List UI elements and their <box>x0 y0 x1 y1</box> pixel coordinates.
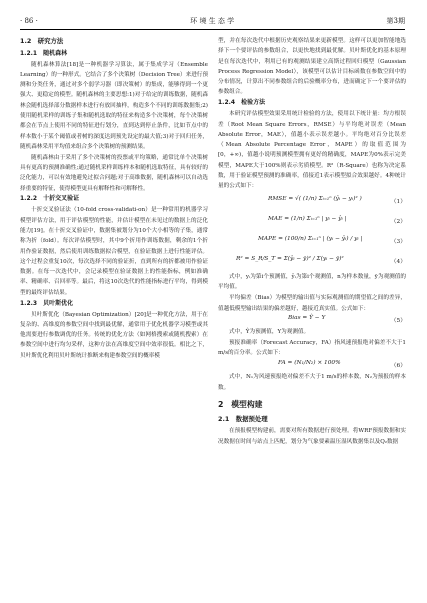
paragraph-test-methods: 本研究评估模型效果采用统计检验的方法，使用以下统计量：均方根误差（Root Mean Square Errors，RMSE）与平均绝对误差（Mean Absolute Error，MAE），值越小表示误差越小。平均绝对百分比误差（Mean Absolute Percentage Error，MAPE）的取值范围为[0，+∞)，值越小说明预测模型拥有更好的精确度，MAPE为0%表示完美模型，MAPE大于100%则表示劣质模型。R²（R-Square）也称为决定系数，用于验证模型预测的准确率，值接近1表示模型拟合效果越好。4种统计量的公式如下： <box>218 111 406 190</box>
paragraph-bayesian-optimization: 贝叶斯优化（Bayesian Optimization）[20]是一种优化方法，用于在复杂的、高维度的参数空间中找到最优解，通常用于优化机器学习模型或其他需要进行参数调优的任务。传统的优化方法（如网格搜索或随机搜索）在参数空间中进行均匀采样，这种方法在高维度空间中效率很低。相比之下，贝叶斯优化利用贝叶斯统计推断来构建参数空间的概率模 <box>20 311 208 359</box>
left-column <box>20 36 208 362</box>
section-heading-1-2-2: 1.2.2 十折交叉验证 <box>20 195 80 203</box>
paragraph-cross-validation: 十折交叉验证法（10-fold cross-validati-on）是一种常用的机器学习模型评估方法，用于评估模型的性能，并估计模型在未见过的数据上的泛化能力[19]。在十折交叉验证中，数据集被划分为10个大小相等的子集，通常称为折（fold）。每次评估模型时，其中9个折用作训练数据，剩余的1个折用作验证数据，然后使用训练数据拟合模型，在验证数据上进行性能评估。这个过程会重复10次，每次选择不同的验证折，直到所有的折都被用作验证数据。在每一次迭代中，会记录模型在验证数据上的性能指标，例如准确率、精确率、召回率等。最后，将这10次迭代的性能指标进行平均，得到模型的最终评估结果。 <box>20 207 208 296</box>
header-divider <box>20 29 405 30</box>
section-heading-1-2-3: 1.2.3 贝叶斯优化 <box>20 299 74 307</box>
equation-fa-number: （6） <box>390 363 406 370</box>
equation-bias-number: （5） <box>390 318 406 325</box>
equation-bias <box>218 314 406 327</box>
paragraph-random-forest-advantages: 随机森林由于采用了多个决策树的投票或平均策略，通常比单个决策树具有更高的预测准确性;通过随机采样训练样本和随机选取特征，具有较好的泛化能力，可以有效地避免过拟合问题;对于高维数据，随机森林可以自动选择重要的特征，使得模型更具有解释性和可解释性。 <box>20 154 208 192</box>
equation-mape-expression: MAPE = (100/n) Σᵢ₌₁ⁿ | (yᵢ − ŷᵢ) / yᵢ | <box>258 236 363 243</box>
page-header <box>20 14 405 28</box>
equation-r-square-expression: R² = S_R/S_T = Σ(ŷᵢ − ȳ)² / Σ(yᵢ − ȳ)² <box>236 256 344 263</box>
equation-bias-expression: Bias = Ŷ − Y <box>288 315 326 322</box>
paragraph-bias-variables: 式中，Ŷ为预测值，Y为观测值。 <box>229 329 310 336</box>
equation-rmse-number: （1） <box>390 199 406 206</box>
equation-fa <box>218 359 406 372</box>
equation-rmse <box>218 192 406 212</box>
equation-mape-number: （3） <box>390 239 406 246</box>
equation-mae-number: （2） <box>390 219 406 226</box>
equation-r-square-number: （4） <box>390 259 406 266</box>
equation-mape <box>218 232 406 252</box>
equation-rmse-expression: RMSE = √( (1/n) Σᵢ₌₁ⁿ (ŷᵢ − yᵢ)² ) <box>268 196 362 203</box>
equation-mae-expression: MAE = (1/n) Σᵢ₌₁ⁿ | yᵢ − ŷᵢ | <box>268 216 347 223</box>
section-heading-2: 2 模型构建 <box>218 399 263 409</box>
equation-r-square <box>218 252 406 272</box>
paragraph-random-forest-intro: 随机森林算法[18]是一种机器学习算法，属于集成学习（Ensemble Learning）的一种形式。它结合了多个决策树（Decision Tree）来进行预测和分类任务，通过对多个弱学习器（即决策树）的集成，能够得到一个更强大、更稳定的模型。随机森林的主要思想:1)对于给定的训练数据，随机森林会随机选择部分数据样本进行有放回抽样，构造多个不同的训练数据集;2)使用随机采样的训练子集和随机选取的特征来构造多个决策树，每个决策树都会在节点上使用不同的特征进行划分，直到达到停止条件，比如节点中的样本数小于某个阈值或者树的深度达到预先设定的最大值;3)对于回归任务，随机森林采用平均值来组合多个决策树的预测结果。 <box>20 61 208 150</box>
section-heading-2-1: 2.1 数据预处理 <box>218 414 268 423</box>
page-number: · 86 · <box>20 17 38 25</box>
section-heading-1-2-4: 1.2.4 检验方法 <box>218 99 266 107</box>
paragraph-bias-definition: 平均偏差（Bias）为模型的输出值与实际观测值的期望值之间的差异，值越低模型输出结果的偏差越好，越接近真实值。公式如下： <box>218 295 406 312</box>
right-column <box>218 36 406 447</box>
section-heading-1-2: 1.2 研究方法 <box>20 37 64 45</box>
paragraph-data-preprocessing: 在预报模型构建前，需要对所有数据进行预处理。将WRF预报数据和实况数据在时间与站点上匹配，划分为气象要素温压湿风数据集以及Q₂数据 <box>218 428 406 445</box>
paragraph-equation-variables: 式中，yᵢ为第i个预测值，ŷᵢ为第i个观测值，n为样本数量，ȳ为观测值的平均值。 <box>218 274 406 291</box>
paragraph-forecast-accuracy: 预报准确率（Forecast Accuracy，FA）指风速预报绝对偏差不大于1 m/s的百分率。公式如下： <box>218 340 406 357</box>
equation-mae <box>218 212 406 232</box>
journal-title: 环 境 生 态 学 <box>190 17 235 25</box>
equation-fa-expression: FA = (N₁/N₂) × 100% <box>278 360 341 367</box>
section-heading-1-2-1: 1.2.1 随机森林 <box>20 49 68 57</box>
issue-number: 第3期 <box>386 17 405 25</box>
paragraph-bayesian-continued: 型，并在每次迭代中根据历史观察结果来更新模型。这样可以更加智能地选择下一个要评估的参数组合，以更快地找到最优解。贝叶斯优化的基本原理是在每次迭代中，利用已有的观测结果建立高斯过程回归模型（Gaussian Process Regression Model），该模型可以估计目标函数在参数空间中的分布情况，计算出不同参数组合的后验概率分布，进而确定下一个要评估的参数组合。 <box>218 38 406 96</box>
paragraph-fa-variables: 式中，N₁为风速预报绝对偏差不大于1 m/s的样本数，N₂为预报的样本数。 <box>218 374 406 391</box>
